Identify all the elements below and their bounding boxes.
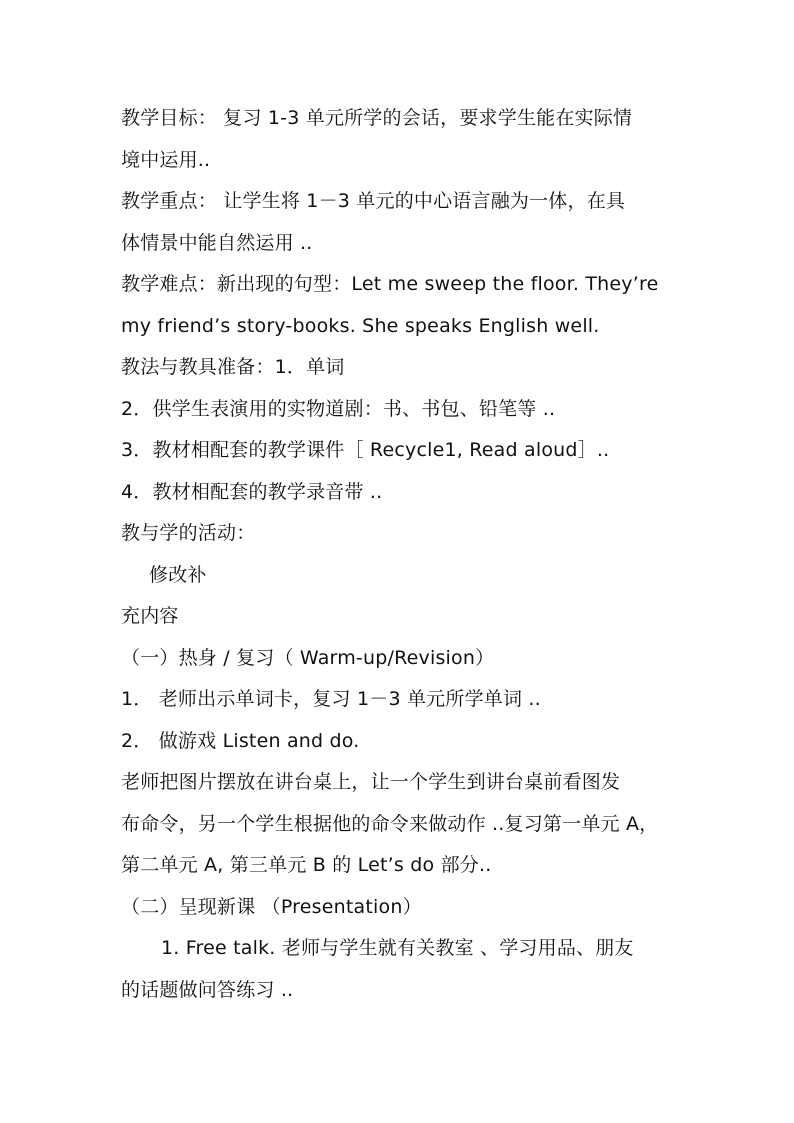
materials-line-1: 教法与教具准备：1．单词 bbox=[121, 356, 345, 378]
teaching-goal-line-2: 境中运用.. bbox=[121, 148, 211, 171]
teaching-goal-line-1: 教学目标： 复习 1-3 单元所学的会话，要求学生能在实际情 bbox=[121, 107, 633, 129]
revision-note-line-1: 修改补 bbox=[149, 563, 207, 586]
materials-line-4: 4．教材相配套的教学录音带 .. bbox=[121, 480, 383, 503]
difficult-point-line-2: my friend’s story-books. She speaks English well. bbox=[121, 314, 600, 337]
warm-up-step-1: 1． 老师出示单词卡，复习 1－3 单元所学单词 .. bbox=[121, 688, 541, 710]
key-point-line-2: 体情景中能自然运用 .. bbox=[121, 231, 313, 254]
difficult-point-line-1: 教学难点：新出现的句型：Let me sweep the floor. They’re bbox=[121, 273, 659, 295]
game-description-line-3: 第二单元 A, 第三单元 B 的 Let’s do 部分.. bbox=[121, 854, 492, 876]
game-description-line-1: 老师把图片摆放在讲台桌上，让一个学生到讲台桌前看图发 bbox=[121, 771, 621, 793]
presentation-step-1-line-2: 的话题做问答练习 .. bbox=[121, 978, 294, 1001]
presentation-heading: （二）呈现新课 （Presentation） bbox=[121, 895, 422, 918]
revision-note-line-2: 充内容 bbox=[121, 605, 179, 627]
warm-up-step-2: 2． 做游戏 Listen and do. bbox=[121, 729, 360, 752]
document-body bbox=[121, 98, 681, 1011]
materials-line-2: 2．供学生表演用的实物道剧：书、书包、铅笔等 .. bbox=[121, 397, 556, 420]
key-point-line-1: 教学重点： 让学生将 1－3 单元的中心语言融为一体，在具 bbox=[121, 190, 626, 212]
warm-up-heading: （一）热身 / 复习（ Warm-up/Revision） bbox=[121, 646, 495, 669]
game-description-line-2: 布命令，另一个学生根据他的命令来做动作 ..复习第一单元 A， bbox=[121, 812, 659, 835]
presentation-step-1-line-1: 1. Free talk. 老师与学生就有关教室 、学习用品、朋友 bbox=[161, 937, 634, 959]
activities-heading: 教与学的活动： bbox=[121, 522, 256, 544]
materials-line-3: 3．教材相配套的教学课件［ Recycle1, Read aloud］.. bbox=[121, 439, 610, 461]
